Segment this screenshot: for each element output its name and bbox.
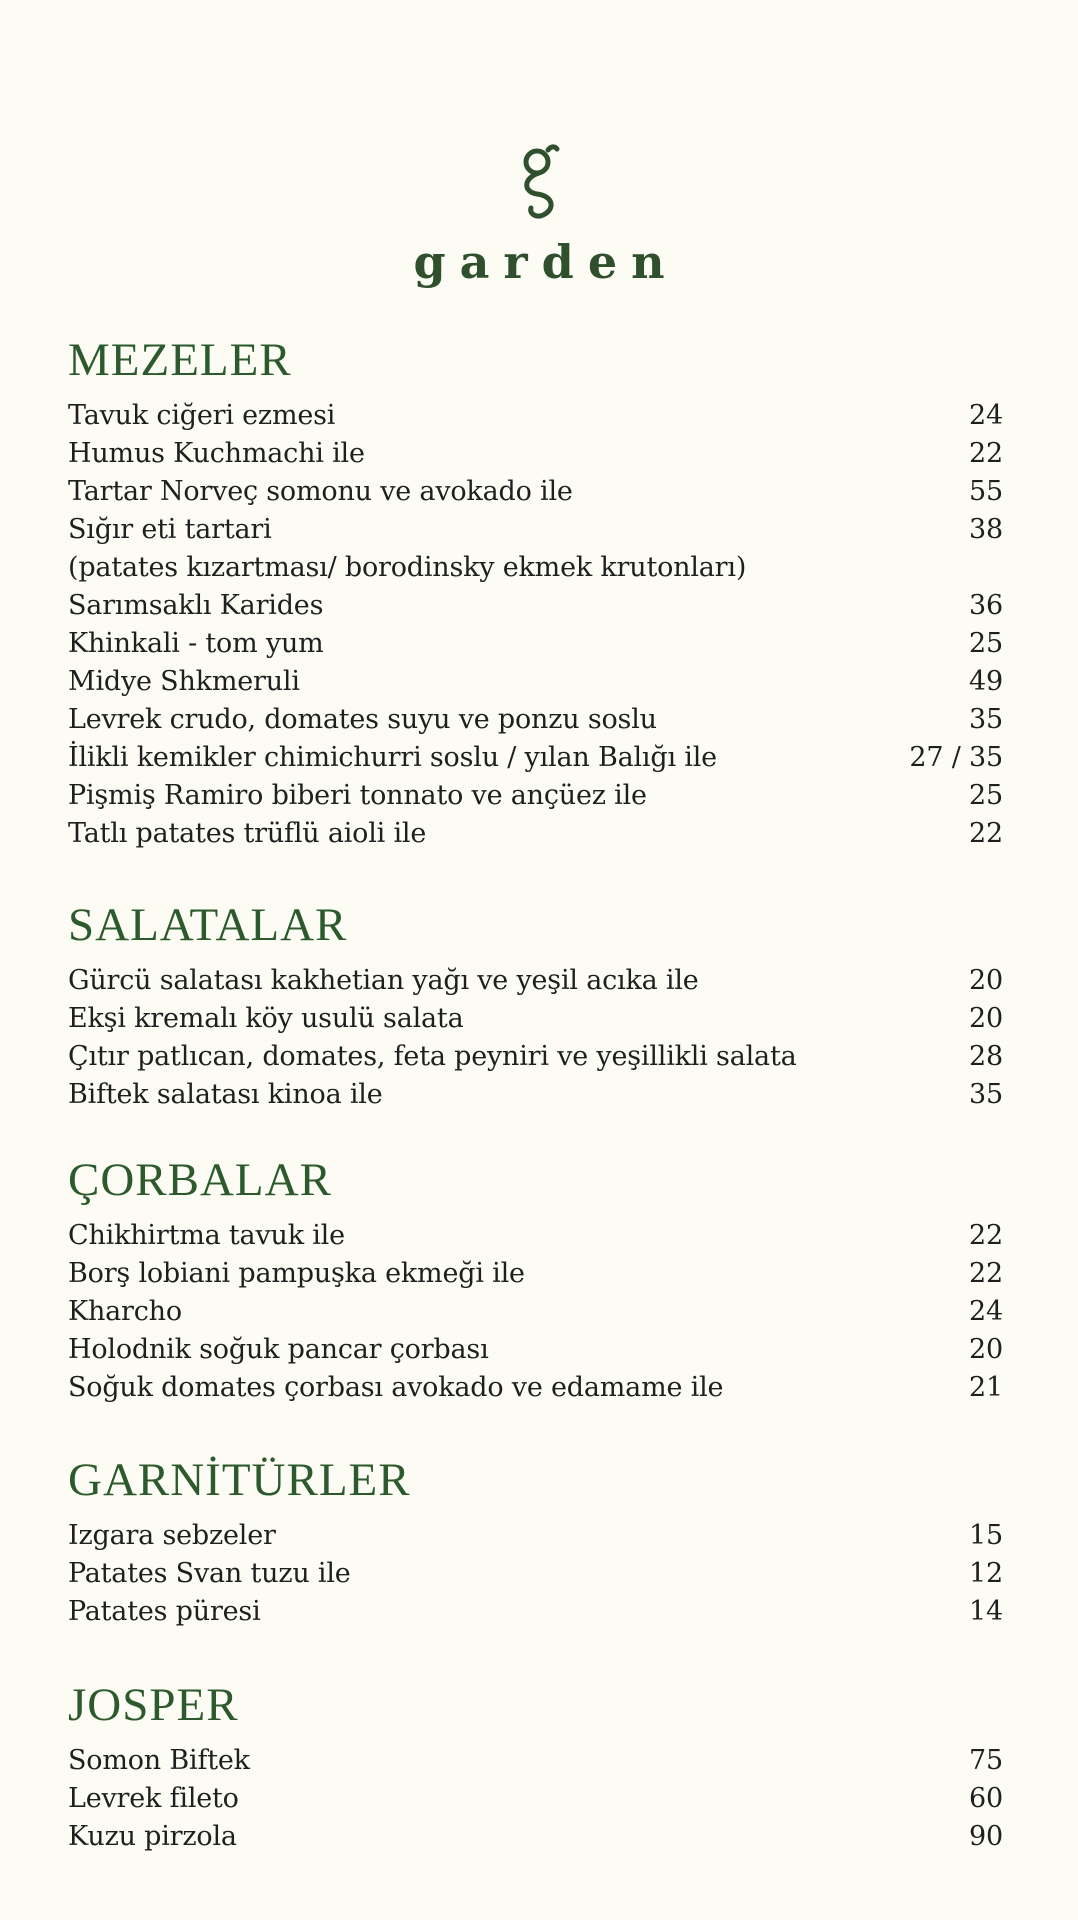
item-name: Pişmiş Ramiro biberi tonnato ve ançüez ile xyxy=(68,780,647,811)
menu-item xyxy=(68,1780,1003,1818)
item-price: 55 xyxy=(969,476,1003,507)
menu-item xyxy=(68,1038,1003,1076)
item-price: 90 xyxy=(969,1821,1003,1852)
menu-item xyxy=(68,1000,1003,1038)
menu-item xyxy=(68,473,1003,511)
item-price: 20 xyxy=(969,1003,1003,1034)
brand-logo xyxy=(0,140,1078,288)
menu-item xyxy=(68,397,1003,435)
item-name: Ekşi kremalı köy usulü salata xyxy=(68,1003,464,1034)
item-price: 36 xyxy=(969,590,1003,621)
item-price: 15 xyxy=(969,1520,1003,1551)
item-price: 75 xyxy=(969,1745,1003,1776)
item-price: 35 xyxy=(969,704,1003,735)
item-name: Çıtır patlıcan, domates, feta peyniri ve yeşillikli salata xyxy=(68,1041,797,1072)
menu-item xyxy=(68,1818,1003,1856)
item-name: Izgara sebzeler xyxy=(68,1520,276,1551)
item-note: (patates kızartması/ borodinsky ekmek krutonları) xyxy=(68,552,747,583)
item-name: Tatlı patates trüflü aioli ile xyxy=(68,818,427,849)
menu-item xyxy=(68,962,1003,1000)
item-name: Levrek crudo, domates suyu ve ponzu soslu xyxy=(68,704,657,735)
section-title: JOSPER xyxy=(68,1679,239,1731)
item-name: Biftek salatası kinoa ile xyxy=(68,1079,383,1110)
section-salatalar xyxy=(68,900,1003,1114)
item-name: Patates Svan tuzu ile xyxy=(68,1558,351,1589)
menu-item xyxy=(68,1555,1003,1593)
menu-item xyxy=(68,1076,1003,1114)
item-name: Sığır eti tartari xyxy=(68,514,272,545)
section-mezeler xyxy=(68,335,1003,853)
item-name: Somon Biftek xyxy=(68,1745,250,1776)
item-price: 20 xyxy=(969,1334,1003,1365)
menu-item xyxy=(68,1255,1003,1293)
menu-item xyxy=(68,1293,1003,1331)
menu-item xyxy=(68,1369,1003,1407)
item-price: 20 xyxy=(969,965,1003,996)
item-price: 25 xyxy=(969,628,1003,659)
section-garniturler xyxy=(68,1455,1003,1631)
brand-name: garden xyxy=(413,235,679,289)
item-price: 38 xyxy=(969,514,1003,545)
item-price: 35 xyxy=(969,1079,1003,1110)
item-name: Tartar Norveç somonu ve avokado ile xyxy=(68,476,573,507)
item-name: Chikhirtma tavuk ile xyxy=(68,1220,345,1251)
item-price: 12 xyxy=(969,1558,1003,1589)
item-price: 22 xyxy=(969,1258,1003,1289)
item-price: 60 xyxy=(969,1783,1003,1814)
menu-item xyxy=(68,663,1003,701)
section-title: ÇORBALAR xyxy=(68,1154,332,1206)
menu-item xyxy=(68,625,1003,663)
item-price: 22 xyxy=(969,1220,1003,1251)
menu-item xyxy=(68,587,1003,625)
section-title: GARNİTÜRLER xyxy=(68,1454,411,1506)
item-price: 49 xyxy=(969,666,1003,697)
item-name: Tavuk ciğeri ezmesi xyxy=(68,400,336,431)
item-price: 24 xyxy=(969,400,1003,431)
item-name: Levrek fileto xyxy=(68,1783,239,1814)
menu-item xyxy=(68,1331,1003,1369)
item-price: 27 / 35 xyxy=(909,742,1003,773)
menu-item xyxy=(68,777,1003,815)
menu-item xyxy=(68,511,1003,549)
item-name: Holodnik soğuk pancar çorbası xyxy=(68,1334,489,1365)
item-name: İlikli kemikler chimichurri soslu / yılan Balığı ile xyxy=(68,742,717,773)
menu-item xyxy=(68,1217,1003,1255)
item-name: Kharcho xyxy=(68,1296,182,1327)
item-price: 21 xyxy=(969,1372,1003,1403)
menu-item xyxy=(68,739,1003,777)
item-price: 24 xyxy=(969,1296,1003,1327)
item-name: Khinkali - tom yum xyxy=(68,628,324,659)
garden-logo-icon xyxy=(509,140,569,230)
item-name: Patates püresi xyxy=(68,1596,261,1627)
section-title: SALATALAR xyxy=(68,899,348,951)
item-name: Midye Shkmeruli xyxy=(68,666,300,697)
item-price: 28 xyxy=(969,1041,1003,1072)
menu-item xyxy=(68,1593,1003,1631)
item-name: Soğuk domates çorbası avokado ve edamame ile xyxy=(68,1372,724,1403)
item-price: 25 xyxy=(969,780,1003,811)
item-name: Borş lobiani pampuşka ekmeği ile xyxy=(68,1258,525,1289)
menu-item xyxy=(68,1742,1003,1780)
item-price: 14 xyxy=(969,1596,1003,1627)
menu-item xyxy=(68,435,1003,473)
section-josper xyxy=(68,1680,1003,1856)
item-price: 22 xyxy=(969,818,1003,849)
section-corbalar xyxy=(68,1155,1003,1407)
item-name: Kuzu pirzola xyxy=(68,1821,237,1852)
item-name: Sarımsaklı Karides xyxy=(68,590,324,621)
section-title: MEZELER xyxy=(68,334,292,386)
menu-item xyxy=(68,1517,1003,1555)
item-name: Humus Kuchmachi ile xyxy=(68,438,365,469)
item-name: Gürcü salatası kakhetian yağı ve yeşil acıka ile xyxy=(68,965,699,996)
menu-item xyxy=(68,815,1003,853)
item-price: 22 xyxy=(969,438,1003,469)
menu-item xyxy=(68,701,1003,739)
